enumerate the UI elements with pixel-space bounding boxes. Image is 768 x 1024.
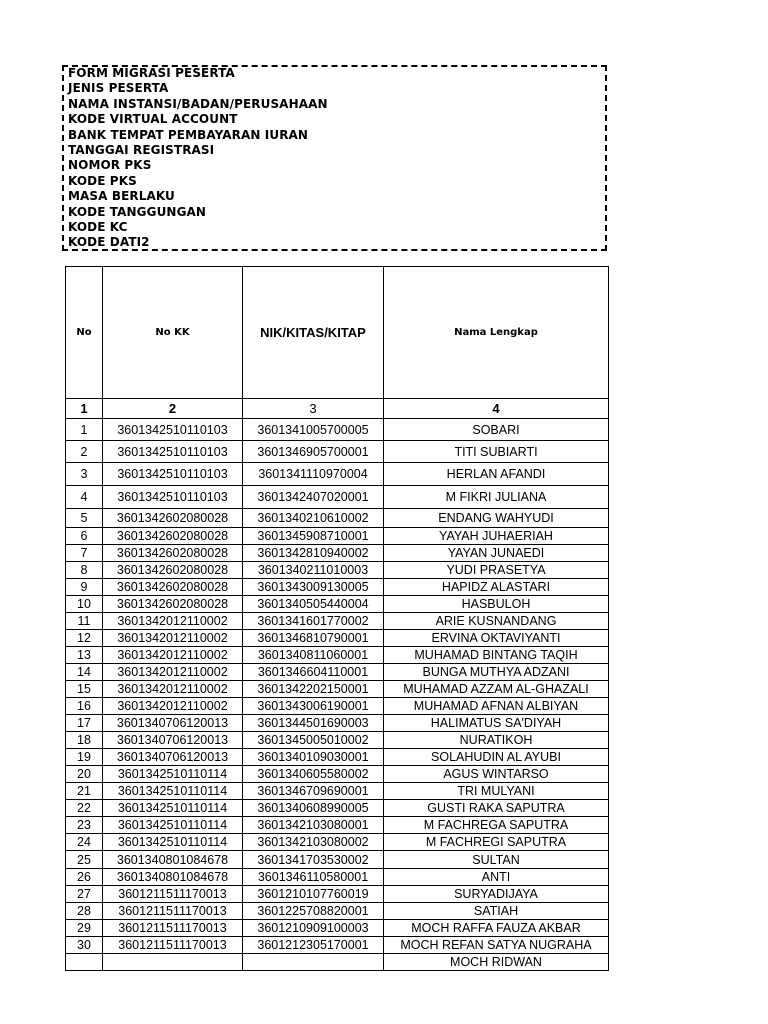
- row-no-cell: 29: [66, 920, 103, 937]
- table-row: [66, 783, 609, 800]
- column-index-cell: 4: [384, 399, 609, 419]
- table-row: [66, 732, 609, 749]
- row-nik-cell: 3601345005010002: [243, 732, 384, 749]
- row-no-cell: 9: [66, 579, 103, 596]
- row-no-cell: 18: [66, 732, 103, 749]
- header-nama-lengkap: Nama Lengkap: [384, 267, 609, 399]
- row-no-kk-cell: 3601342012110002: [103, 647, 243, 664]
- table-row: [66, 681, 609, 698]
- row-nik-cell: 3601343009130005: [243, 579, 384, 596]
- column-index-cell: 3: [243, 399, 384, 419]
- row-no-cell: 17: [66, 715, 103, 732]
- field-kode-dati2: KODE DATI2: [68, 235, 150, 250]
- row-no-cell: 28: [66, 903, 103, 920]
- row-no-cell: 12: [66, 630, 103, 647]
- form-title: FORM MIGRASI PESERTA: [68, 66, 235, 80]
- row-no-kk-cell: 3601211511170013: [103, 886, 243, 903]
- table-row: [66, 920, 609, 937]
- field-jenis-peserta: JENIS PESERTA: [68, 81, 169, 96]
- row-no-cell: 1: [66, 419, 103, 441]
- row-no-kk-cell: 3601340706120013: [103, 749, 243, 766]
- row-nama-cell: HASBULOH: [384, 596, 609, 613]
- row-nama-cell: HAPIDZ ALASTARI: [384, 579, 609, 596]
- table-row: [66, 545, 609, 562]
- field-masa-berlaku: MASA BERLAKU: [68, 189, 175, 204]
- table-row: [66, 579, 609, 596]
- table-row: [66, 528, 609, 545]
- row-no-cell: 7: [66, 545, 103, 562]
- row-nama-cell: TRI MULYANI: [384, 783, 609, 800]
- row-no-kk-cell: 3601342012110002: [103, 630, 243, 647]
- row-no-kk-cell: 3601342012110002: [103, 698, 243, 715]
- participant-table: [65, 266, 609, 971]
- row-nama-cell: NURATIKOH: [384, 732, 609, 749]
- row-no-kk-cell: 3601342510110114: [103, 834, 243, 851]
- row-nama-cell: SURYADIJAYA: [384, 886, 609, 903]
- row-no-kk-cell: 3601342510110114: [103, 783, 243, 800]
- table-row: [66, 613, 609, 630]
- row-nama-cell: ENDANG WAHYUDI: [384, 509, 609, 528]
- table-row: [66, 851, 609, 869]
- row-nik-cell: 3601343006190001: [243, 698, 384, 715]
- row-nik-cell: 3601346110580001: [243, 869, 384, 886]
- row-no-kk-cell: 3601342602080028: [103, 528, 243, 545]
- row-no-cell: 5: [66, 509, 103, 528]
- row-nama-cell: MOCH RAFFA FAUZA AKBAR: [384, 920, 609, 937]
- row-no-kk-cell: 3601211511170013: [103, 937, 243, 954]
- field-tanggal-registrasi: TANGGAI REGISTRASI: [68, 143, 215, 157]
- row-nik-cell: 3601342103080001: [243, 817, 384, 834]
- row-no-cell: 20: [66, 766, 103, 783]
- row-nama-cell: HALIMATUS SA'DIYAH: [384, 715, 609, 732]
- row-nik-cell: 3601340211010003: [243, 562, 384, 579]
- row-no-kk-cell: 3601340801084678: [103, 869, 243, 886]
- table-row: [66, 647, 609, 664]
- row-no-cell: 24: [66, 834, 103, 851]
- table-row: [66, 749, 609, 766]
- table-row: [66, 954, 609, 971]
- table-row: [66, 886, 609, 903]
- row-nik-cell: 3601210909100003: [243, 920, 384, 937]
- row-no-cell: 23: [66, 817, 103, 834]
- form-header-box: [62, 65, 607, 251]
- row-nama-cell: M FIKRI JULIANA: [384, 486, 609, 509]
- row-nik-cell: 3601340210610002: [243, 509, 384, 528]
- row-nama-cell: SOLAHUDIN AL AYUBI: [384, 749, 609, 766]
- field-nama-instansi: NAMA INSTANSI/BADAN/PERUSAHAAN: [68, 96, 328, 111]
- row-no-kk-cell: 3601342012110002: [103, 613, 243, 630]
- row-no-cell: 15: [66, 681, 103, 698]
- table-row: [66, 419, 609, 441]
- row-no-kk-cell: 3601340801084678: [103, 851, 243, 869]
- field-kode-virtual-account: KODE VIRTUAL ACCOUNT: [68, 112, 238, 127]
- table-row: [66, 903, 609, 920]
- row-nik-cell: [243, 954, 384, 971]
- row-no-cell: 2: [66, 441, 103, 463]
- header-nik: NIK/KITAS/KITAP: [243, 267, 384, 399]
- row-no-cell: 13: [66, 647, 103, 664]
- table-row: [66, 596, 609, 613]
- row-no-cell: 3: [66, 463, 103, 486]
- row-nama-cell: HERLAN AFANDI: [384, 463, 609, 486]
- row-nama-cell: YUDI PRASETYA: [384, 562, 609, 579]
- row-nama-cell: YAYAH JUHAERIAH: [384, 528, 609, 545]
- row-nama-cell: MUHAMAD AZZAM AL-GHAZALI: [384, 681, 609, 698]
- row-nama-cell: M FACHREGA SAPUTRA: [384, 817, 609, 834]
- row-no-cell: 26: [66, 869, 103, 886]
- row-no-cell: 16: [66, 698, 103, 715]
- row-nik-cell: 3601344501690003: [243, 715, 384, 732]
- column-index-row: [66, 399, 609, 419]
- header-no-kk: No KK: [103, 267, 243, 399]
- row-nik-cell: 3601345908710001: [243, 528, 384, 545]
- field-bank-pembayaran: BANK TEMPAT PEMBAYARAN IURAN: [68, 127, 309, 142]
- row-no-kk-cell: 3601342602080028: [103, 596, 243, 613]
- row-nik-cell: 3601346604110001: [243, 664, 384, 681]
- table-row: [66, 766, 609, 783]
- table-row: [66, 463, 609, 486]
- row-no-kk-cell: 3601342510110103: [103, 486, 243, 509]
- table-row: [66, 715, 609, 732]
- row-no-kk-cell: 3601342602080028: [103, 579, 243, 596]
- row-nik-cell: 3601340109030001: [243, 749, 384, 766]
- row-no-kk-cell: 3601342510110114: [103, 766, 243, 783]
- row-nama-cell: MOCH REFAN SATYA NUGRAHA: [384, 937, 609, 954]
- table-row: [66, 664, 609, 681]
- row-no-cell: 8: [66, 562, 103, 579]
- row-no-kk-cell: 3601342510110114: [103, 817, 243, 834]
- row-nik-cell: 3601341601770002: [243, 613, 384, 630]
- table-row: [66, 800, 609, 817]
- row-nama-cell: MOCH RIDWAN: [384, 954, 609, 971]
- row-no-cell: 22: [66, 800, 103, 817]
- row-nik-cell: 3601341703530002: [243, 851, 384, 869]
- row-nik-cell: 3601210107760019: [243, 886, 384, 903]
- table-row: [66, 562, 609, 579]
- row-no-cell: 27: [66, 886, 103, 903]
- row-nama-cell: MUHAMAD BINTANG TAQIH: [384, 647, 609, 664]
- row-no-kk-cell: 3601211511170013: [103, 920, 243, 937]
- row-nama-cell: ERVINA OKTAVIYANTI: [384, 630, 609, 647]
- row-no-cell: 21: [66, 783, 103, 800]
- row-nik-cell: 3601346905700001: [243, 441, 384, 463]
- table-row: [66, 937, 609, 954]
- table-row: [66, 630, 609, 647]
- table-row: [66, 698, 609, 715]
- row-no-kk-cell: 3601342510110103: [103, 441, 243, 463]
- row-no-cell: 6: [66, 528, 103, 545]
- row-nama-cell: YAYAN JUNAEDI: [384, 545, 609, 562]
- field-kode-kc: KODE KC: [68, 220, 128, 234]
- row-no-cell: 30: [66, 937, 103, 954]
- row-nik-cell: 3601346709690001: [243, 783, 384, 800]
- row-nik-cell: 3601340505440004: [243, 596, 384, 613]
- column-index-cell: 2: [103, 399, 243, 419]
- row-nik-cell: 3601346810790001: [243, 630, 384, 647]
- header-no: No: [66, 267, 103, 399]
- field-nomor-pks: NOMOR PKS: [68, 158, 152, 173]
- row-nik-cell: 3601340605580002: [243, 766, 384, 783]
- row-nik-cell: 3601341005700005: [243, 419, 384, 441]
- row-nik-cell: 3601340608990005: [243, 800, 384, 817]
- row-no-kk-cell: 3601340706120013: [103, 732, 243, 749]
- table-header-row: [66, 267, 609, 399]
- row-nama-cell: SOBARI: [384, 419, 609, 441]
- row-nik-cell: 3601212305170001: [243, 937, 384, 954]
- row-nama-cell: GUSTI RAKA SAPUTRA: [384, 800, 609, 817]
- row-nik-cell: 3601340811060001: [243, 647, 384, 664]
- column-index-cell: 1: [66, 399, 103, 419]
- row-no-kk-cell: 3601342602080028: [103, 562, 243, 579]
- row-no-kk-cell: 3601342012110002: [103, 664, 243, 681]
- row-nama-cell: SULTAN: [384, 851, 609, 869]
- row-no-cell: [66, 954, 103, 971]
- row-no-cell: 25: [66, 851, 103, 869]
- table-row: [66, 509, 609, 528]
- row-nik-cell: 3601342202150001: [243, 681, 384, 698]
- table-row: [66, 834, 609, 851]
- row-nik-cell: 3601225708820001: [243, 903, 384, 920]
- row-no-cell: 11: [66, 613, 103, 630]
- row-nik-cell: 3601342407020001: [243, 486, 384, 509]
- row-nama-cell: ANTI: [384, 869, 609, 886]
- table-row: [66, 869, 609, 886]
- row-no-cell: 14: [66, 664, 103, 681]
- table-row: [66, 441, 609, 463]
- row-nama-cell: MUHAMAD AFNAN ALBIYAN: [384, 698, 609, 715]
- row-no-kk-cell: 3601342012110002: [103, 681, 243, 698]
- field-kode-tanggungan: KODE TANGGUNGAN: [68, 204, 207, 219]
- row-no-kk-cell: 3601342510110103: [103, 463, 243, 486]
- row-no-kk-cell: 3601342510110114: [103, 800, 243, 817]
- row-nik-cell: 3601341110970004: [243, 463, 384, 486]
- row-nama-cell: ARIE KUSNANDANG: [384, 613, 609, 630]
- row-nama-cell: AGUS WINTARSO: [384, 766, 609, 783]
- row-nama-cell: M FACHREGI SAPUTRA: [384, 834, 609, 851]
- table-row: [66, 486, 609, 509]
- row-no-kk-cell: 3601342602080028: [103, 509, 243, 528]
- row-no-kk-cell: 3601342602080028: [103, 545, 243, 562]
- row-no-kk-cell: 3601342510110103: [103, 419, 243, 441]
- row-no-kk-cell: 3601211511170013: [103, 903, 243, 920]
- row-nama-cell: TITI SUBIARTI: [384, 441, 609, 463]
- table-row: [66, 817, 609, 834]
- row-nik-cell: 3601342810940002: [243, 545, 384, 562]
- row-nama-cell: BUNGA MUTHYA ADZANI: [384, 664, 609, 681]
- row-no-kk-cell: [103, 954, 243, 971]
- row-no-cell: 19: [66, 749, 103, 766]
- row-nama-cell: SATIAH: [384, 903, 609, 920]
- row-nik-cell: 3601342103080002: [243, 834, 384, 851]
- row-no-cell: 4: [66, 486, 103, 509]
- field-kode-pks: KODE PKS: [68, 173, 137, 188]
- row-no-cell: 10: [66, 596, 103, 613]
- row-no-kk-cell: 3601340706120013: [103, 715, 243, 732]
